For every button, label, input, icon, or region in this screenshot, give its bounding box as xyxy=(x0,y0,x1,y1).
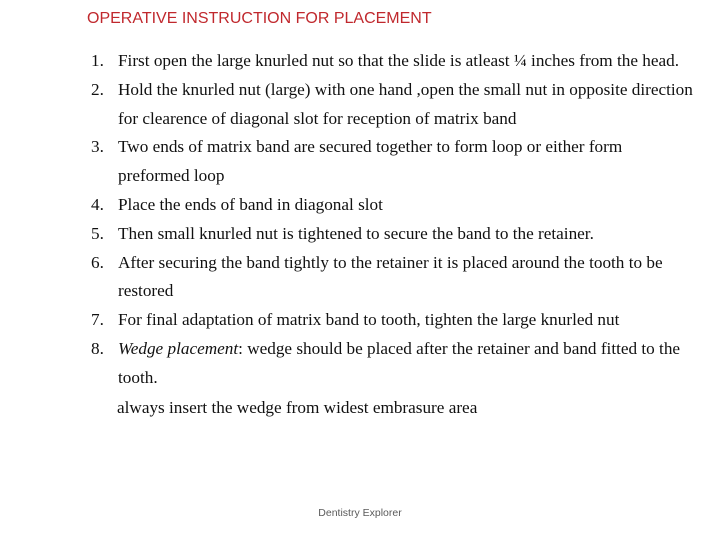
item-text: Place the ends of band in diagonal slot xyxy=(118,194,383,214)
item-number: 3. xyxy=(91,137,104,157)
footer-credit xyxy=(0,507,720,519)
item-number: 6. xyxy=(91,252,104,272)
item-number: 7. xyxy=(91,310,104,330)
item-number: 1. xyxy=(91,51,104,70)
list-item xyxy=(88,220,698,249)
item-number: 5. xyxy=(91,223,104,243)
list-item xyxy=(88,306,698,335)
item-text: Hold the knurled nut (large) with one hand ,open the small nut in opposite direction for clearence of diagonal slot for reception of matrix band xyxy=(118,79,693,128)
item-text: After securing the band tightly to the retainer it is placed around the tooth to be restored xyxy=(118,252,663,301)
footer-text: Dentistry Explorer xyxy=(318,507,402,519)
list-item xyxy=(88,76,698,134)
list-item xyxy=(88,47,698,76)
item-number: 2. xyxy=(91,79,104,99)
item-text: : wedge should be placed after the retainer and band fitted to the tooth. xyxy=(118,338,681,387)
item-text: Two ends of matrix band are secured together to form loop or either form preformed loop xyxy=(118,137,623,186)
list-item xyxy=(88,133,698,191)
list-item xyxy=(88,335,698,393)
list-item xyxy=(88,191,698,220)
page-title: OPERATIVE INSTRUCTION FOR PLACEMENT xyxy=(87,10,432,27)
trailing-note: always insert the wedge from widest embrasure area xyxy=(117,397,478,417)
instruction-list xyxy=(88,47,698,422)
item-text: Then small knurled nut is tightened to secure the band to the retainer. xyxy=(118,223,594,243)
item-text: First open the large knurled nut so that the slide is atleast ¼ inches from the head. xyxy=(118,51,680,70)
item-emphasis: Wedge placement xyxy=(118,338,239,358)
item-number: 8. xyxy=(91,338,104,358)
item-number: 4. xyxy=(91,194,104,214)
list-item xyxy=(88,249,698,307)
item-text: For final adaptation of matrix band to tooth, tighten the large knurled nut xyxy=(118,310,620,330)
